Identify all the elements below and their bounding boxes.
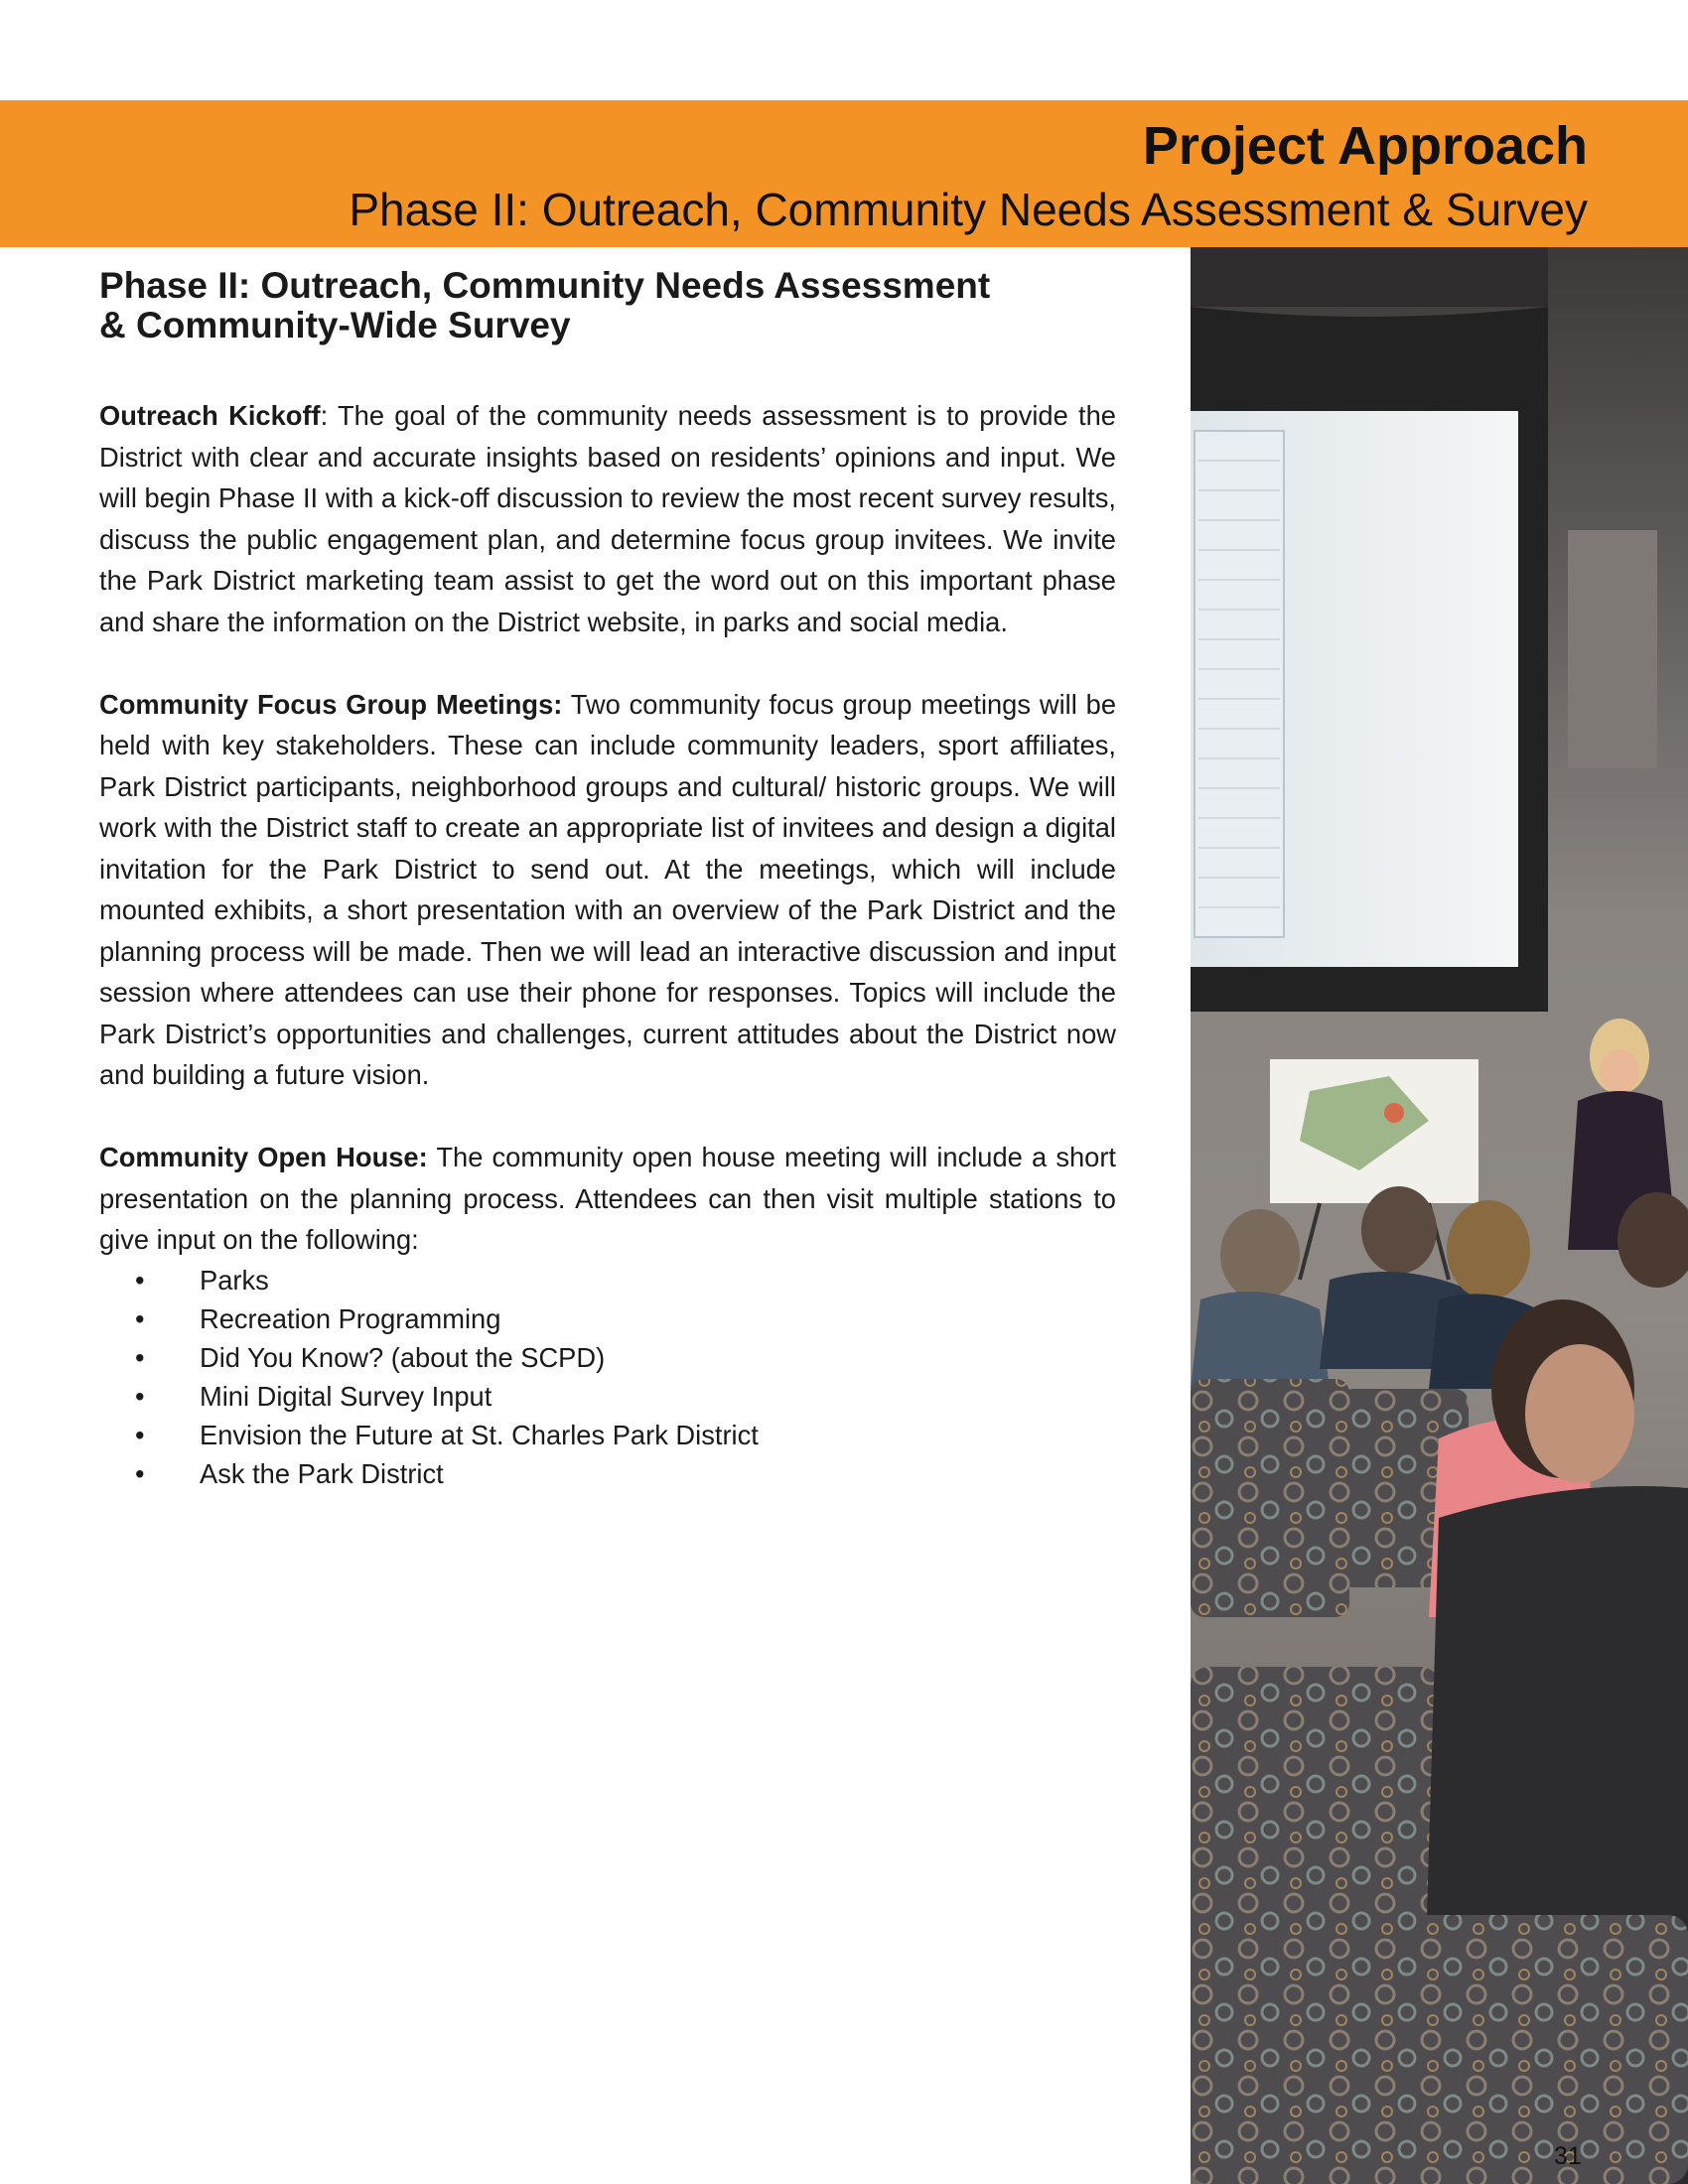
list-item <box>99 1261 1116 1299</box>
bullet-icon: • <box>135 1457 145 1489</box>
section-heading-line1: Phase II: Outreach, Community Needs Assessment <box>99 265 991 306</box>
station-label: Envision the Future at St. Charles Park District <box>200 1419 759 1450</box>
list-item <box>99 1377 1116 1416</box>
outreach-kickoff-paragraph <box>99 395 1116 642</box>
bullet-icon: • <box>135 1264 145 1296</box>
station-label: Parks <box>200 1264 269 1296</box>
open-house-label: Community Open House: <box>99 1142 428 1172</box>
station-label: Mini Digital Survey Input <box>200 1380 492 1412</box>
page-subtitle: Phase II: Outreach, Community Needs Assessment & Survey <box>349 184 1588 235</box>
list-item <box>99 1454 1116 1493</box>
bullet-icon: • <box>135 1380 145 1412</box>
page-title: Project Approach <box>1142 116 1588 176</box>
outreach-kickoff-text: : The goal of the community needs assessment is to provide the District with clear and accurate insights based on residents’ opinions and input. We will begin Phase II with a kick-off discussion to review the most recent survey results, discuss the public engagement plan, and determine focus group invitees. We invite the Park District marketing team assist to get the word out on this important phase and share the information on the District website, in parks and social media. <box>99 400 1116 637</box>
list-item <box>99 1299 1116 1338</box>
section-heading-line2: & Community-Wide Survey <box>99 305 571 345</box>
open-house-paragraph <box>99 1137 1116 1261</box>
focus-group-text: Two community focus group meetings will be held with key stakeholders. These can include community leaders, sport affiliates, Park District participants, neighborhood groups and cultural/ historic groups. We will work with the District staff to create an appropriate list of invitees and design a digital invitation for the Park District to send out. At the meetings, which will include mounted exhibits, a short presentation with an overview of the Park District and the planning process will be made. Then we will lead an interactive discussion and input session where attendees can use their phone for responses. Topics will include the Park District’s opportunities and challenges, current attitudes about the District now and building a future vision. <box>99 688 1116 1090</box>
page-number: 31 <box>1554 2142 1582 2170</box>
list-item <box>99 1416 1116 1454</box>
focus-group-paragraph <box>99 684 1116 1096</box>
station-label: Did You Know? (about the SCPD) <box>200 1341 606 1373</box>
bullet-icon: • <box>135 1419 145 1450</box>
meeting-photo-illustration <box>1191 247 1688 2184</box>
station-list <box>99 1261 1116 1493</box>
bullet-icon: • <box>135 1341 145 1373</box>
station-label: Recreation Programming <box>200 1302 501 1334</box>
focus-group-label: Community Focus Group Meetings: <box>99 688 563 720</box>
meeting-photo <box>1191 247 1688 2184</box>
station-label: Ask the Park District <box>200 1457 444 1489</box>
outreach-kickoff-label: Outreach Kickoff <box>99 400 321 431</box>
open-house-text: The community open house meeting will include a short presentation on the planning process. Attendees can then visit multiple stations to give input on the following: <box>99 1142 1117 1255</box>
list-item <box>99 1338 1116 1377</box>
bullet-icon: • <box>135 1302 145 1334</box>
section-heading <box>99 266 1116 345</box>
main-content <box>99 266 1116 1493</box>
